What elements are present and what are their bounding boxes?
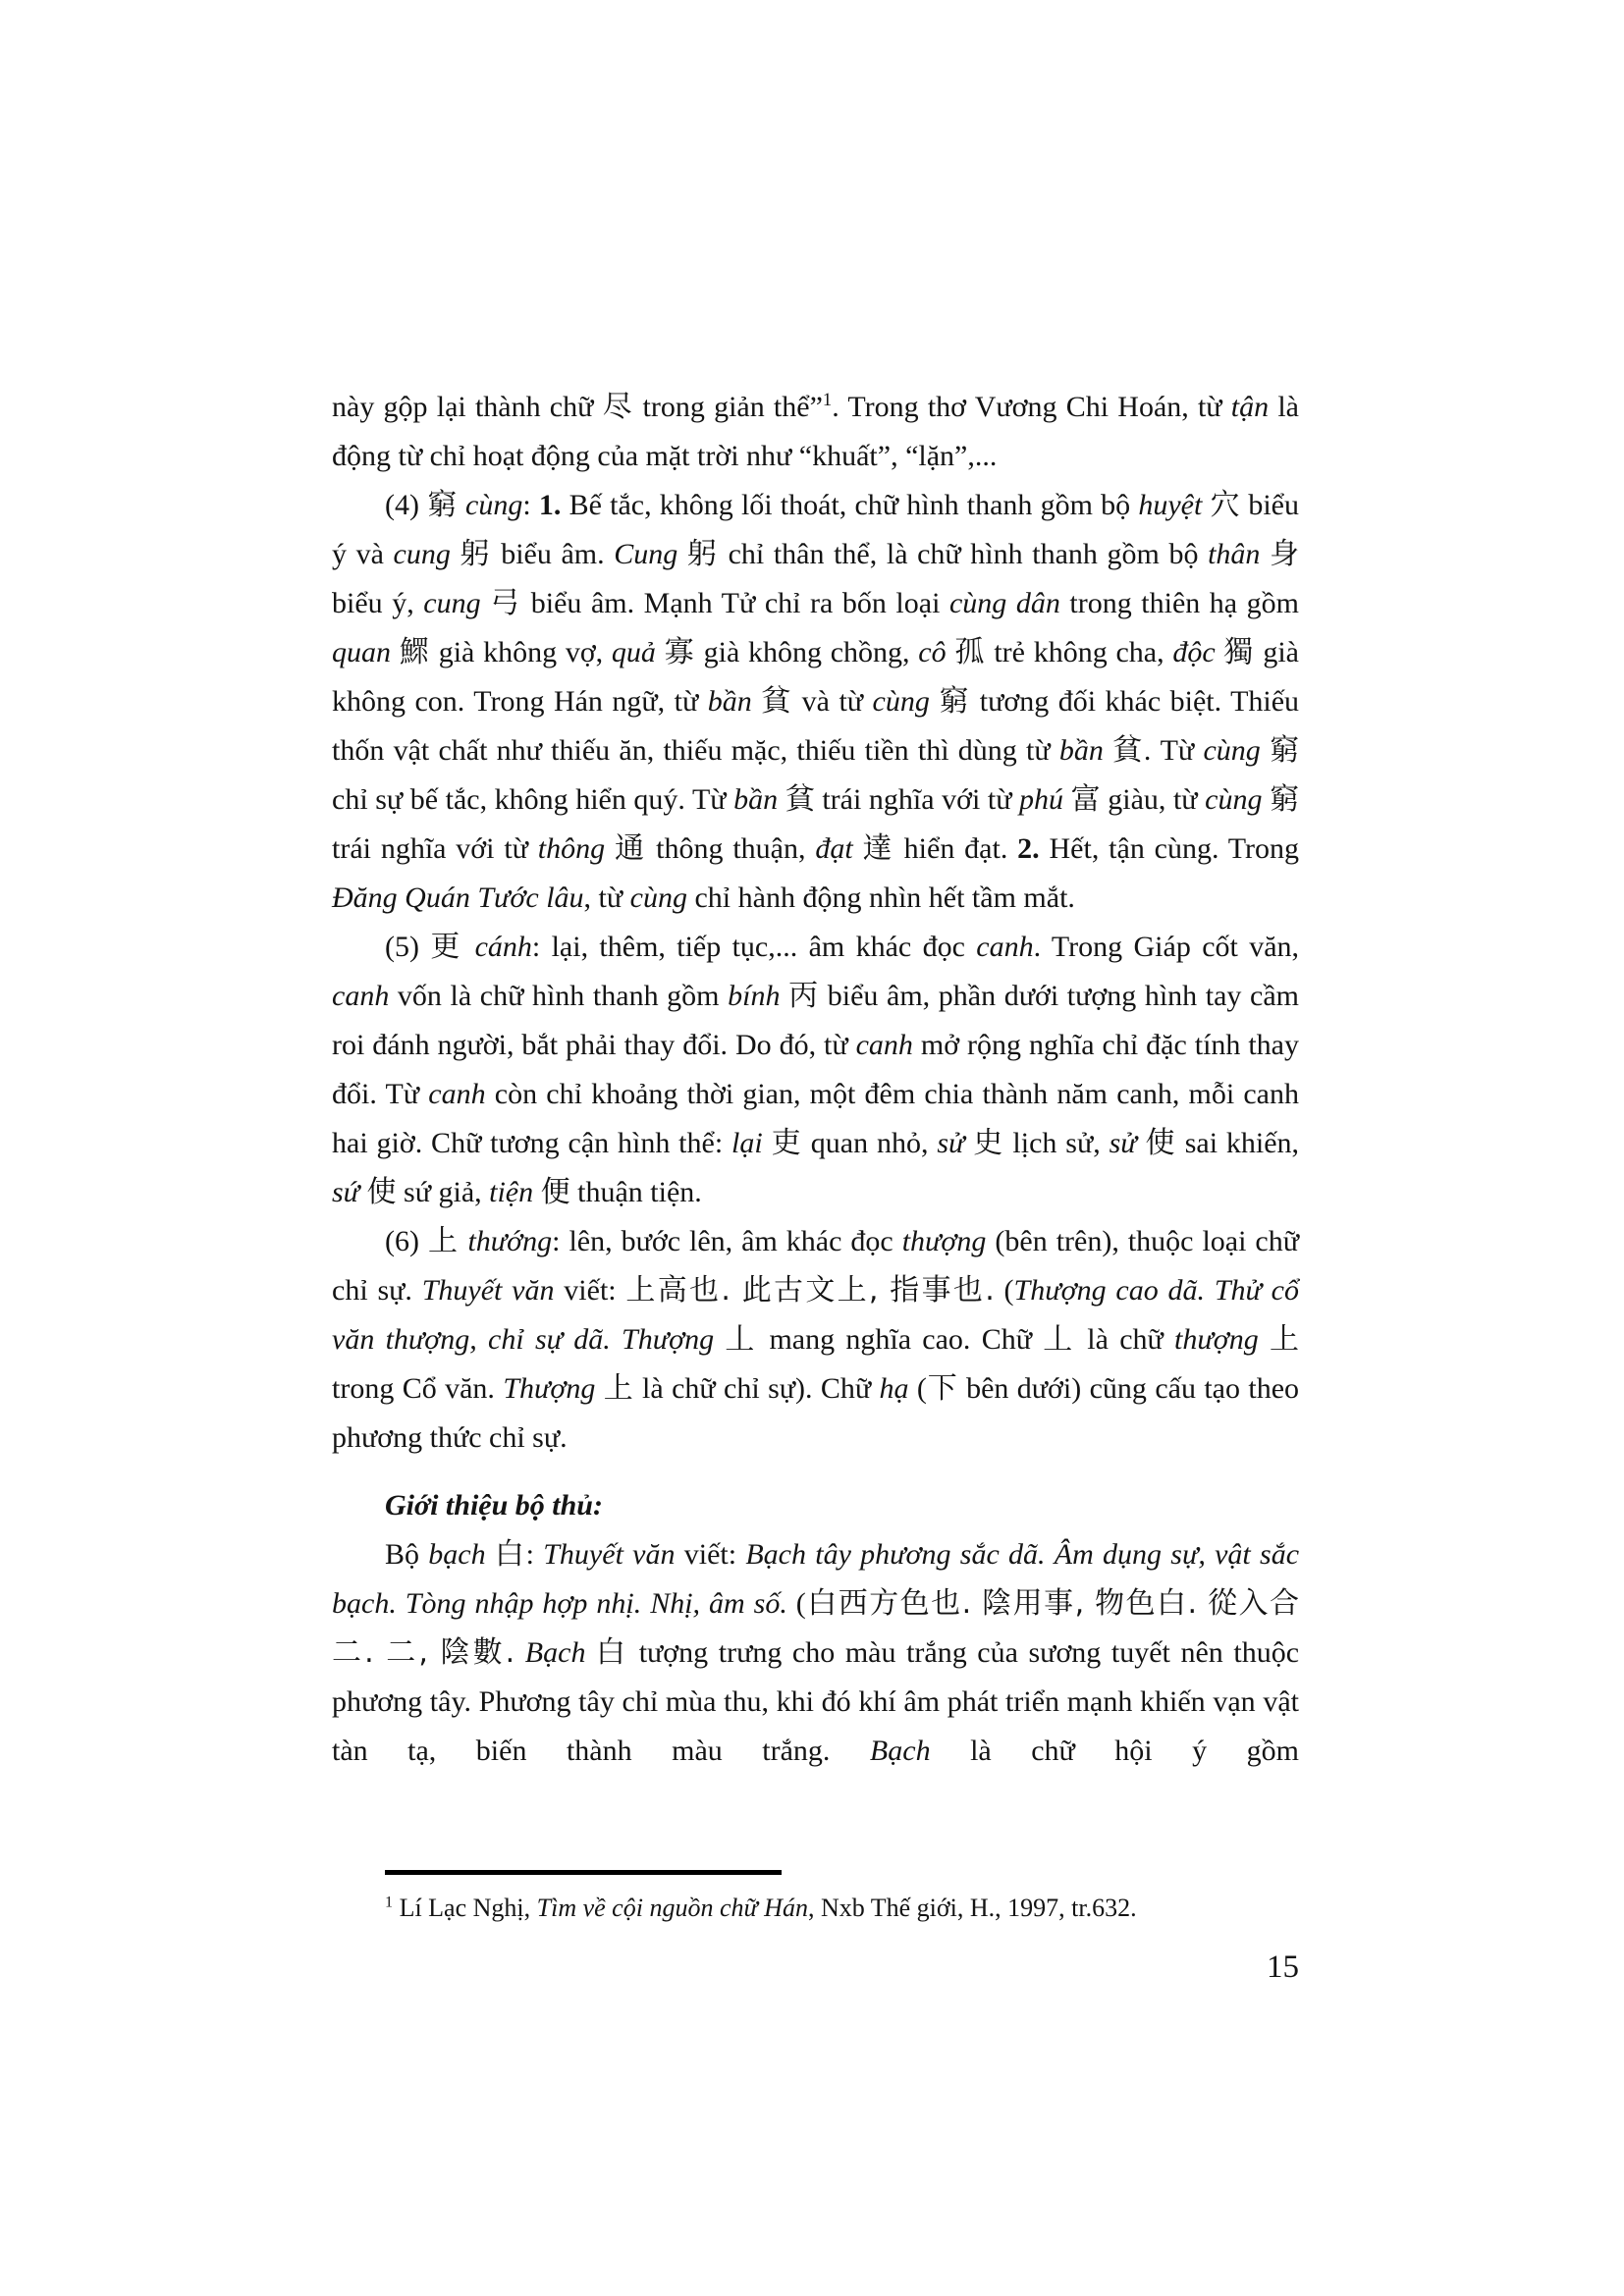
text-run: trong giản thể” (633, 391, 823, 423)
text-run: , từ (583, 881, 630, 914)
text-run: sứ giả, (396, 1176, 490, 1208)
cjk-text: 貧 (785, 782, 815, 817)
text-run: thượng (901, 1225, 987, 1257)
text-run (486, 1538, 495, 1571)
text-run: quan (332, 636, 391, 668)
cjk-text: 白西方色也. 陰用事, 物色白. 從入合二. 二, 陰數. (332, 1586, 1300, 1670)
text-run: , Nxb Thế giới, H., 1997, tr.632. (807, 1894, 1137, 1922)
text-run: Thuyết văn (543, 1538, 676, 1571)
text-run: trong Cổ văn. (332, 1372, 504, 1405)
text-run: canh (976, 931, 1034, 963)
text-run: tương đối khác biệt. Thiếu thốn vật chất như thiếu ăn, thiếu mặc, thiếu tiền thì dùng từ (332, 685, 1300, 767)
text-run: giàu, từ (1100, 783, 1206, 816)
text-run: thông (537, 832, 606, 865)
text-run (463, 931, 474, 963)
cjk-text: 丄 (725, 1322, 759, 1357)
text-run: viết: (675, 1538, 746, 1571)
text-run: phú (1019, 783, 1064, 816)
text-run: thân (1208, 538, 1261, 570)
paragraph-continuation (332, 383, 1299, 481)
text-run: Hết, tận cùng. Trong (1039, 832, 1300, 865)
text-run: mang nghĩa cao. Chữ (758, 1323, 1044, 1356)
text-run (1063, 783, 1071, 816)
text-run (964, 1127, 973, 1159)
text-run: cùng (872, 685, 930, 718)
footnote (332, 1891, 1299, 1926)
text-run: thuận tiện. (569, 1176, 702, 1208)
cjk-text: 窮 (1270, 733, 1300, 768)
text-run: cung (393, 538, 451, 570)
paragraph-entry-4-cung (332, 481, 1299, 923)
text-run: ( (786, 1587, 806, 1620)
text-run: thông thuận, (646, 832, 816, 865)
text-run (1259, 1323, 1270, 1356)
cjk-text: 寡 (664, 635, 695, 669)
text-run: và từ (792, 685, 873, 718)
text-run: cùng (465, 489, 523, 521)
cjk-text: 尽 (602, 390, 634, 424)
text-run: (5) (385, 931, 431, 963)
text-run: tượng trưng cho màu trắng của sương tuyết nên thuộc phương tây. Phương tây chỉ mùa thu, khi đó khí âm phát triển mạnh khiến vạn vật tàn tạ, biến thành màu trắng. (332, 1636, 1300, 1767)
text-run (853, 832, 863, 865)
cjk-text: 弓 (490, 586, 522, 620)
text-run: : lên, bước lên, âm khác đọc (552, 1225, 902, 1257)
cjk-text: 貧 (1112, 733, 1144, 768)
text-run: : (522, 489, 539, 521)
cjk-text: 白 (494, 1537, 526, 1572)
paragraph-entry-5-canh (332, 923, 1299, 1217)
text-run: là chữ (1076, 1323, 1175, 1356)
text-run: Lí Lạc Nghị, (393, 1894, 537, 1922)
cjk-text: 窮 (1270, 782, 1300, 817)
text-run: . Trong Giáp cốt văn, (1033, 931, 1300, 963)
text-run: lịch sử, (1003, 1127, 1110, 1159)
text-run: là động từ chỉ hoạt động của mặt trời như “khuất”, “lặn”,... (332, 391, 1299, 472)
text-run: cùng (1203, 734, 1261, 767)
text-run: mở rộng nghĩa chỉ đặc tính thay đổi. Từ (332, 1029, 1299, 1110)
text-run: Bạch (524, 1636, 586, 1669)
text-run (778, 783, 785, 816)
text-run: biểu ý, (332, 587, 424, 619)
cjk-text: 貧 (761, 684, 793, 719)
paragraph-entry-6-thuong (332, 1217, 1299, 1463)
text-run (677, 538, 687, 570)
text-run (1104, 734, 1112, 767)
text-run: biểu âm. Mạnh Tử chỉ ra bốn loại (521, 587, 949, 619)
cjk-text: 上 (1270, 1322, 1300, 1357)
cjk-text: 窮 (939, 684, 971, 719)
text-run: huyệt (1138, 489, 1203, 521)
cjk-text: 上高也. 此古文上, 指事也. (625, 1273, 995, 1308)
text-run (752, 685, 761, 718)
text-run (605, 832, 615, 865)
text-run: là chữ hội ý gồm (930, 1735, 1299, 1767)
text-run: bính (728, 980, 781, 1012)
text-run: Thượng cao dã. Thử cổ văn thượng, chỉ sự dã. Thượng (332, 1274, 1299, 1356)
text-run: hiển đạt. (893, 832, 1018, 865)
text-run: bên dưới) cũng cấu tạo theo phương thức chỉ sự. (332, 1372, 1300, 1454)
cjk-text: 窮 (427, 488, 458, 522)
text-run: (6) (385, 1225, 428, 1257)
text-run: Giới thiệu bộ thủ: (385, 1489, 603, 1522)
text-run (458, 489, 465, 521)
text-run: biểu ý và (332, 489, 1299, 570)
text-run: : lại, thêm, tiếp tục,... âm khác đọc (531, 931, 977, 963)
text-run: sai khiến, (1175, 1127, 1300, 1159)
text-run: 1 (385, 1894, 394, 1911)
text-run: bần (707, 685, 752, 718)
text-run: chỉ hành động nhìn hết tầm mắt. (686, 881, 1075, 914)
text-run: trái nghĩa với từ (332, 832, 538, 865)
text-run: cùng (629, 881, 687, 914)
cjk-text: 更 (430, 930, 464, 964)
text-run: Bộ (385, 1538, 429, 1571)
text-run: (bên trên), thuộc loại chữ chỉ sự. (332, 1225, 1300, 1307)
text-run (533, 1176, 541, 1208)
text-run (595, 1372, 603, 1405)
text-run: bần (733, 783, 779, 816)
section-heading-gioi-thieu-bo-thu (332, 1481, 1299, 1530)
text-run (780, 980, 788, 1012)
text-run (763, 1127, 772, 1159)
text-run: vốn là chữ hình thanh gồm (389, 980, 729, 1012)
text-run (656, 636, 665, 668)
cjk-text: 白 (596, 1635, 629, 1670)
text-run: Thuyết văn (421, 1274, 555, 1307)
text-run (585, 1636, 596, 1669)
text-run (481, 587, 491, 619)
text-run: độc (1172, 636, 1216, 668)
text-run: . Trong thơ Vương Chi Hoán, từ (832, 391, 1231, 423)
text-run: trẻ không cha, (985, 636, 1173, 668)
text-run: cùng dân (948, 587, 1060, 619)
text-run: Cung (614, 538, 678, 570)
text-run: sứ (332, 1176, 360, 1208)
text-run: cô (918, 636, 947, 668)
text-run: 2. (1017, 832, 1040, 865)
text-run: cùng (1205, 783, 1263, 816)
text-run: 1. (538, 489, 562, 521)
text-run: chỉ thân thể, là chữ hình thanh gồm bộ (718, 538, 1209, 570)
text-run: : (525, 1538, 544, 1571)
text-run: . Từ (1143, 734, 1204, 767)
text-run (1260, 538, 1270, 570)
cjk-text: 下 (926, 1371, 958, 1406)
text-run (714, 1323, 725, 1356)
text-run: Đăng Quán Tước lâu (332, 881, 584, 914)
text-run: Bế tắc, không lối thoát, chữ hình thanh gồm bộ (561, 489, 1139, 521)
text-run (514, 1636, 525, 1669)
text-run (391, 636, 400, 668)
cjk-text: 鰥 (399, 635, 430, 669)
text-run: thướng (467, 1225, 553, 1257)
cjk-text: 穴 (1210, 488, 1241, 522)
cjk-text: 上 (427, 1224, 460, 1258)
cjk-text: 富 (1070, 782, 1101, 817)
text-run (359, 1176, 367, 1208)
text-run: sử (1109, 1127, 1137, 1159)
text-run: ( (994, 1274, 1014, 1307)
text-run: sử (937, 1127, 965, 1159)
text-run: canh (855, 1029, 913, 1061)
cjk-text: 便 (540, 1175, 570, 1209)
text-run: Thượng (503, 1372, 596, 1405)
text-column (332, 383, 1299, 1776)
cjk-text: 使 (366, 1175, 397, 1209)
text-run: quả (611, 636, 656, 668)
cjk-text: 達 (862, 831, 894, 866)
text-run: già không vợ, (429, 636, 612, 668)
text-run: Tìm về cội nguồn chữ Hán (536, 1894, 808, 1922)
cjk-text: 通 (614, 831, 647, 866)
cjk-text: 吏 (771, 1126, 802, 1160)
footnote-area (332, 1870, 1299, 1926)
text-run: thượng (1174, 1323, 1259, 1356)
text-run: là chữ chỉ sự). Chữ (633, 1372, 880, 1405)
text-run: trong thiên hạ gồm (1059, 587, 1300, 619)
text-run: bần (1058, 734, 1104, 767)
text-run: này gộp lại thành chữ (332, 391, 603, 423)
text-run: biểu âm. (491, 538, 615, 570)
text-run: cánh (474, 931, 532, 963)
text-run: canh (332, 980, 390, 1012)
text-run (1261, 734, 1270, 767)
text-run: già không chồng, (694, 636, 919, 668)
text-run: Bạch tây phương sắc dã. Âm dụng sự, vật sắc bạch. Tòng nhập hợp nhị. Nhị, âm số. (332, 1538, 1300, 1620)
paragraph-bo-bach (332, 1530, 1299, 1776)
cjk-text: 丄 (1043, 1322, 1077, 1357)
cjk-text: 躬 (460, 537, 492, 571)
text-run: (4) (385, 489, 428, 521)
text-run (1262, 783, 1270, 816)
text-run: lại (731, 1127, 763, 1159)
cjk-text: 獨 (1223, 635, 1255, 669)
cjk-text: 身 (1270, 537, 1300, 571)
text-run: quan nhỏ, (801, 1127, 938, 1159)
text-run: Bạch (869, 1735, 931, 1767)
footnote-rule (385, 1870, 782, 1875)
cjk-text: 躬 (686, 537, 719, 571)
text-run: bạch (428, 1538, 486, 1571)
text-run: ( (908, 1372, 927, 1405)
text-run: canh (428, 1078, 486, 1110)
page-number: 15 (1267, 1949, 1299, 1985)
cjk-text: 上 (603, 1371, 634, 1406)
text-run: tiện (489, 1176, 534, 1208)
text-run: chỉ sự bế tắc, không hiển quý. Từ (332, 783, 734, 816)
text-run: biểu âm, phần dưới tượng hình tay cầm roi đánh người, bắt phải thay đổi. Do đó, từ (332, 980, 1299, 1061)
text-run: đạt (815, 832, 853, 865)
text-run: trái nghĩa với từ (814, 783, 1020, 816)
cjk-text: 史 (973, 1126, 1004, 1160)
cjk-text: 使 (1145, 1126, 1176, 1160)
text-run: tận (1230, 391, 1270, 423)
text-run (930, 685, 939, 718)
cjk-text: 孤 (954, 635, 986, 669)
text-run: cung (423, 587, 481, 619)
text-run: già không con. Trong Hán ngữ, từ (332, 636, 1299, 718)
cjk-text: 丙 (788, 979, 820, 1013)
text-run: 1 (822, 390, 833, 410)
text-run: viết: (554, 1274, 626, 1307)
text-run: còn chỉ khoảng thời gian, một đêm chia thành năm canh, mỗi canh hai giờ. Chữ tương cận hình thể: (332, 1078, 1300, 1159)
text-run: hạ (879, 1372, 909, 1405)
